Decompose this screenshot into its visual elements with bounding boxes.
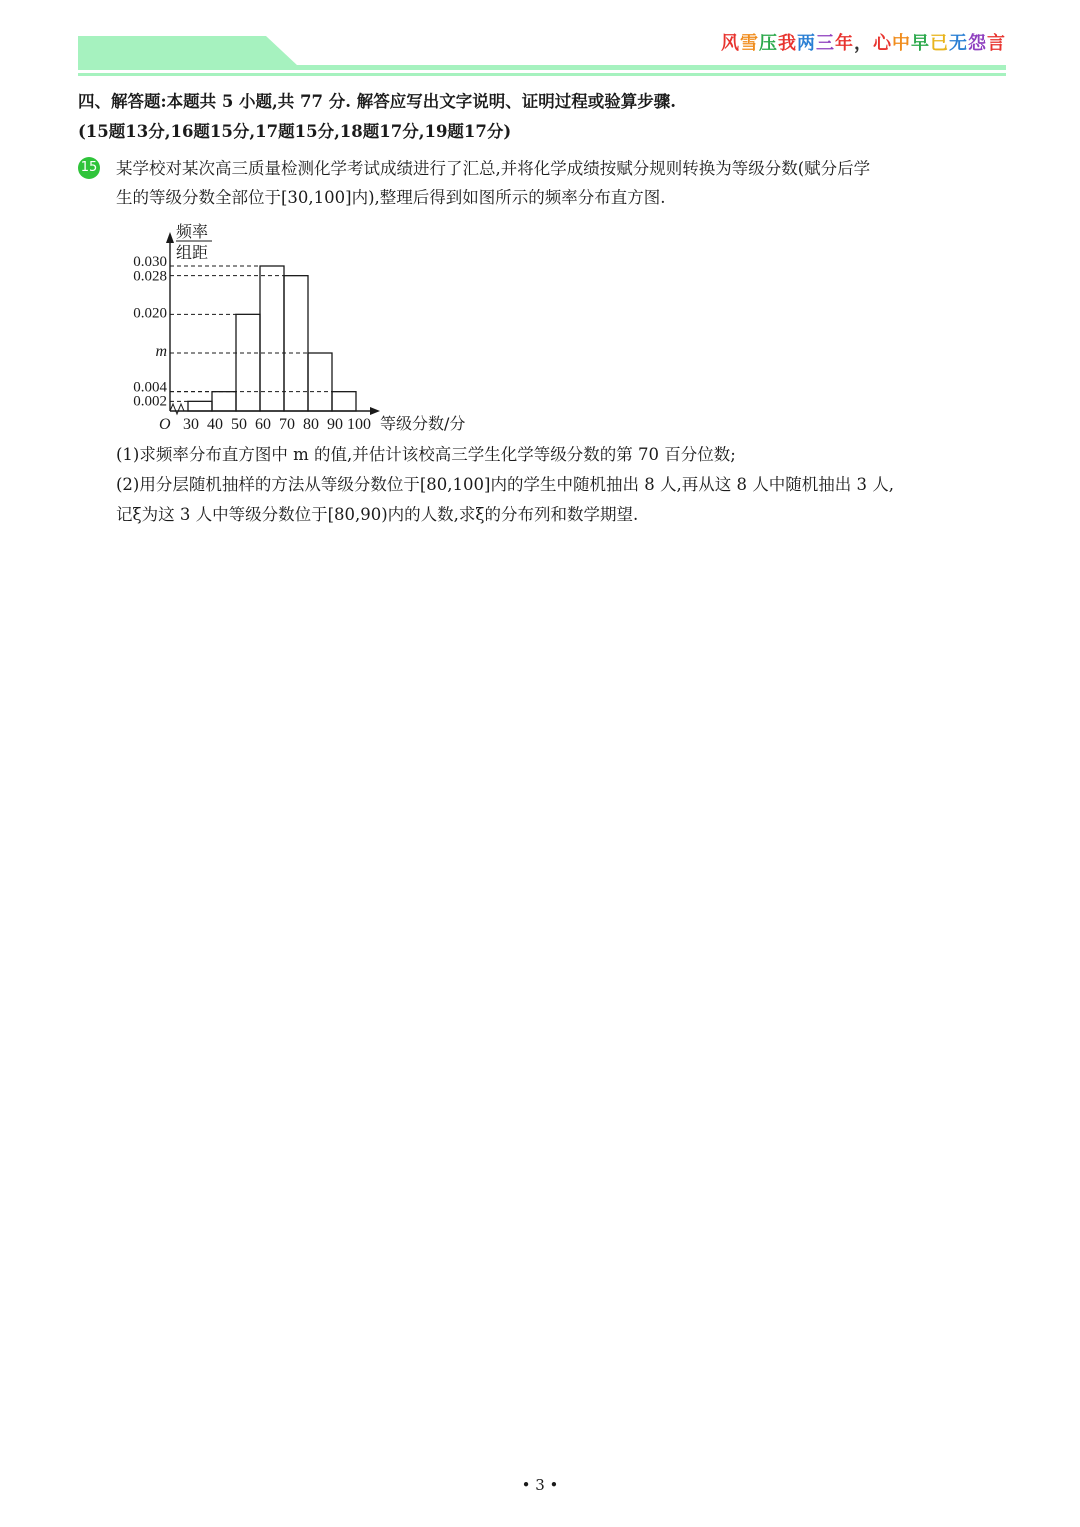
histogram-bar (284, 276, 308, 411)
header-rule (78, 65, 1006, 70)
y-tick-label: 0.020 (133, 305, 167, 322)
motto-char: 怨 (968, 33, 987, 54)
x-tick-label: 40 (207, 416, 223, 433)
stem-line: 某学校对某次高三质量检测化学考试成绩进行了汇总,并将化学成绩按赋分规则转换为等级分数(赋分后学 (116, 159, 871, 178)
sub-question-2: (2)用分层随机抽样的方法从等级分数位于[80,100]内的学生中随机抽出 8 人,再从这 8 人中随机抽出 3 人, (116, 475, 894, 494)
motto-char: 风 (721, 33, 740, 54)
x-tick-label: 70 (279, 416, 295, 433)
y-tick-label: 0.002 (133, 393, 167, 410)
histogram-bar (188, 401, 212, 411)
histogram-bar (308, 353, 332, 411)
x-tick-label: 100 (347, 416, 371, 433)
motto-char: 中 (892, 33, 911, 54)
histogram-bar (260, 266, 284, 411)
motto-char: 压 (759, 33, 778, 54)
header-tab-decoration (78, 36, 298, 66)
motto-char: 早 (911, 33, 930, 54)
problem-15 (78, 154, 1008, 212)
motto-char: 雪 (740, 33, 759, 54)
motto-char: 两 (797, 33, 816, 54)
y-tick-label: 0.004 (133, 379, 167, 396)
x-axis-label: 等级分数/分 (380, 414, 466, 433)
header-rule-thin (78, 73, 1006, 76)
stem-line: 生的等级分数全部位于[30,100]内),整理后得到如图所示的频率分布直方图. (116, 188, 666, 207)
question-number-badge: 15 (78, 157, 100, 179)
x-tick-label: 80 (303, 416, 319, 433)
sub-questions (116, 440, 1016, 530)
motto-char: 三 (816, 33, 835, 54)
motto-char: ， (854, 33, 873, 54)
problem-stem (116, 154, 1008, 212)
motto-char: 年 (835, 33, 854, 54)
histogram-bar (332, 392, 356, 411)
origin-label: O (159, 416, 171, 433)
axis-break-mark (170, 404, 184, 414)
x-tick-label: 30 (183, 416, 199, 433)
sub-question-2-cont: 记ξ为这 3 人中等级分数位于[80,90)内的人数,求ξ的分布列和数学期望. (116, 505, 639, 524)
motto-char: 言 (987, 33, 1006, 54)
motto-char: 心 (873, 33, 892, 54)
histogram-bar (212, 392, 236, 411)
y-axis-arrow (166, 232, 174, 243)
page-number: • 3 • (521, 1476, 559, 1494)
sub-question-1: (1)求频率分布直方图中 m 的值,并估计该校高三学生化学等级分数的第 70 百分位数; (116, 445, 736, 464)
section-score-breakdown: (15题13分,16题15分,17题15分,18题17分,19题17分) (78, 122, 512, 141)
x-tick-label: 50 (231, 416, 247, 433)
x-axis-arrow (370, 407, 380, 415)
x-tick-label: 90 (327, 416, 343, 433)
x-tick-label: 60 (255, 416, 271, 433)
motto-char: 我 (778, 33, 797, 54)
y-axis-label-numerator: 频率 (176, 222, 209, 241)
y-tick-label: m (155, 343, 167, 360)
motto-char: 无 (949, 33, 968, 54)
section-heading (78, 87, 676, 147)
y-tick-label: 0.028 (133, 268, 167, 285)
motto-char: 已 (930, 33, 949, 54)
frequency-histogram (118, 218, 488, 436)
y-axis-label-denominator: 组距 (176, 243, 209, 262)
histogram-bar (236, 314, 260, 411)
section-title: 四、解答题:本题共 5 小题,共 77 分. 解答应写出文字说明、证明过程或验算步骤. (78, 92, 676, 111)
y-tick-label: 0.030 (133, 254, 167, 270)
header-motto (721, 29, 1006, 55)
